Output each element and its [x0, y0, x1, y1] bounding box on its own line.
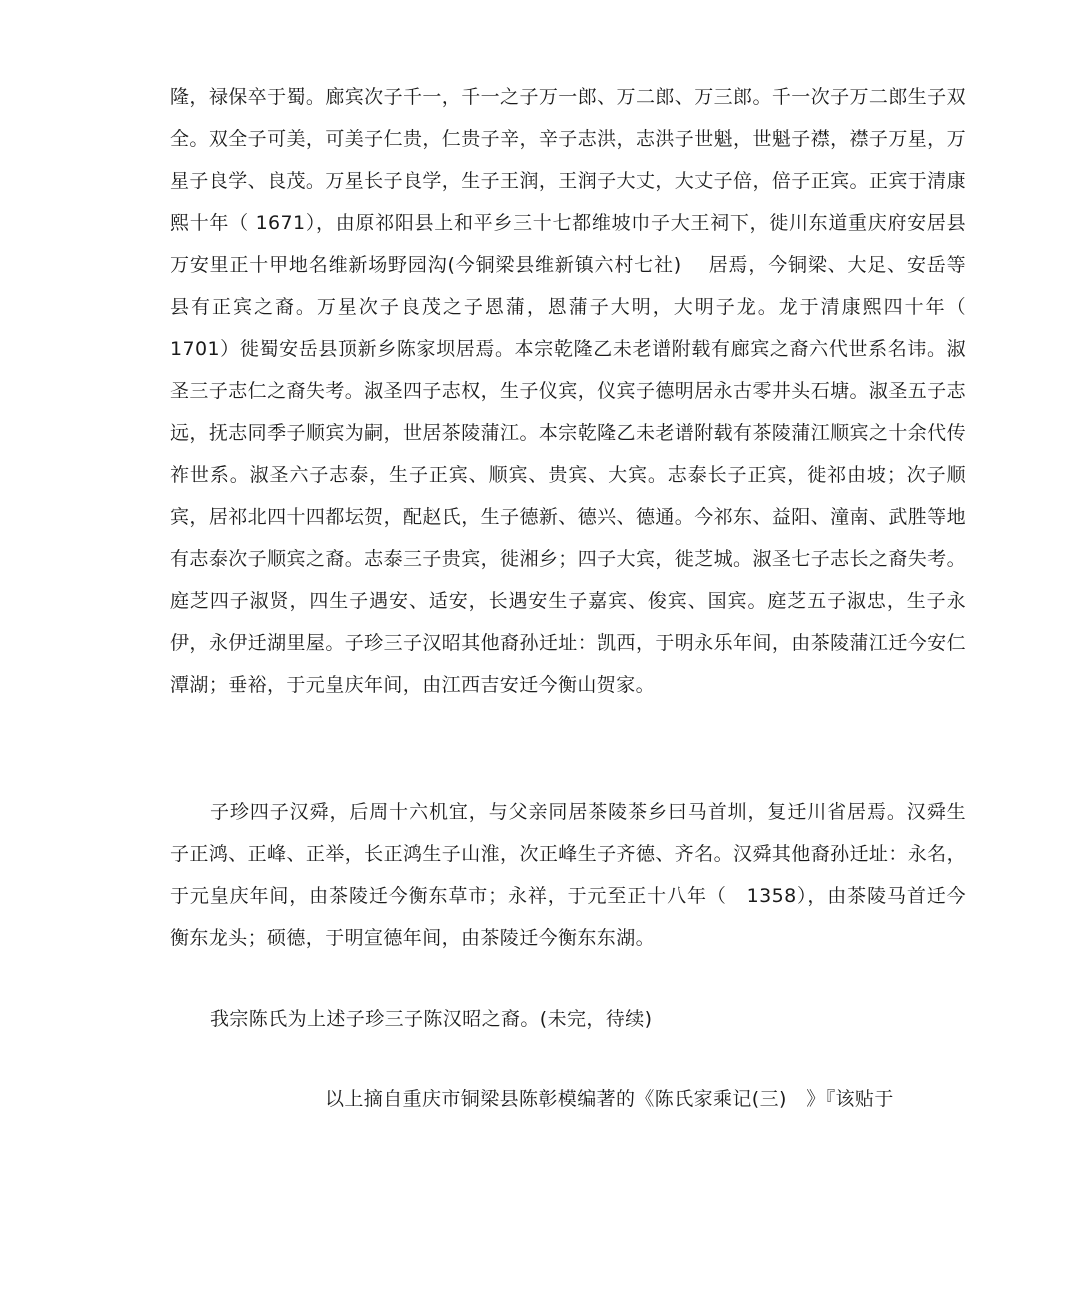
paragraph-lineage-2: 子珍四子汉舜，后周十六机宜，与父亲同居茶陵茶乡曰马首圳，复迁川省居焉。汉舜生子正鸿、正峰、正举，长正鸿生子山淮，次正峰生子齐德、齐名。汉舜其他裔孙迁址：永名，于元皇庆年间，由茶陵迁今衡东草市；永祥，于元至正十八年（ 1358），由茶陵马首迁今衡东龙头；硕德，于明宣德年间，由茶陵迁今衡东东湖。: [170, 801, 966, 949]
paragraph-lineage-3: 我宗陈氏为上述子珍三子陈汉昭之裔。(未完，待续): [210, 1008, 653, 1030]
source-note: 以上摘自重庆市铜梁县陈彰模编著的《陈氏家乘记(三) 》『该贴于: [325, 1088, 894, 1110]
paragraph-lineage-1: 隆，禄保卒于蜀。廊宾次子千一，千一之子万一郎、万二郎、万三郎。千一次子万二郎生子双全。双全子可美，可美子仁贵，仁贵子辛，辛子志洪，志洪子世魁，世魁子襟，襟子万星，万星子良学、良茂。万星长子良学，生子王润，王润子大丈，大丈子倍，倍子正宾。正宾于清康熙十年（ 1671），由原祁阳县上和平乡三十七都维坡巾子大王祠下，徙川东道重庆府安居县万安里正十甲地名维新场野园沟(今铜梁县维新镇六村七社) 居焉，今铜梁、大足、安岳等县有正宾之裔。万星次子良茂之子恩蒲，恩蒲子大明，大明子龙。龙于清康熙四十年（ 1701）徙蜀安岳县顶新乡陈家坝居焉。本宗乾隆乙未老谱附载有廊宾之裔六代世系名讳。淑圣三子志仁之裔失考。淑圣四子志权，生子仪宾，仪宾子德明居永古零井头石塘。淑圣五子志远，抚志同季子顺宾为嗣，世居茶陵蒲江。本宗乾隆乙未老谱附载有茶陵蒲江顺宾之十余代传祚世系。淑圣六子志泰，生子正宾、顺宾、贵宾、大宾。志泰长子正宾，徙祁由坡；次子顺宾，居祁北四十四都坛贺，配赵氏，生子德新、德兴、德通。今祁东、益阳、潼南、武胜等地有志泰次子顺宾之裔。志泰三子贵宾，徙湘乡；四子大宾，徙芝城。淑圣七子志长之裔失考。庭芝四子淑贤，四生子遇安、适安，长遇安生子嘉宾、俊宾、国宾。庭芝五子淑忠，生子永伊，永伊迁湖里屋。子珍三子汉昭其他裔孙迁址：凯西，于明永乐年间，由茶陵蒲江迁今安仁潭湖；垂裕，于元皇庆年间，由江西吉安迁今衡山贺家。: [170, 86, 966, 696]
